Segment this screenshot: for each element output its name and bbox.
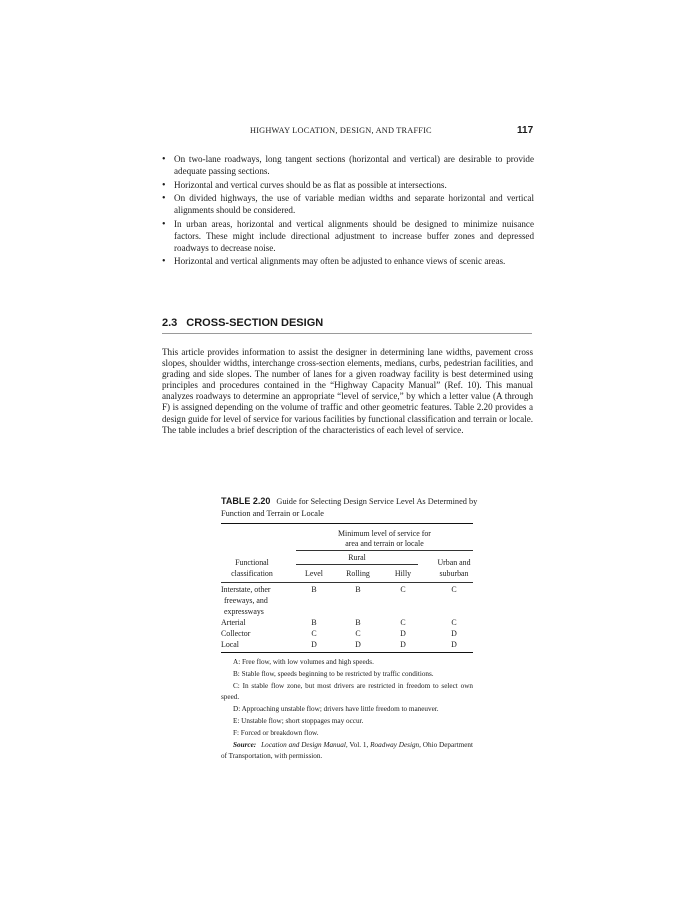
- bullet-item: • Horizontal and vertical curves should be as flat as possible at intersections.: [162, 180, 534, 192]
- source-tail: , Ohio Department of Transportation, with permission.: [221, 740, 473, 761]
- cell-rolling: C: [355, 629, 361, 638]
- rural-rule: [296, 564, 418, 565]
- table-top-rule: [221, 523, 473, 524]
- table-notes: [221, 657, 473, 763]
- row-interstate-name: Interstate, other: [221, 585, 271, 594]
- bullet-list: [162, 154, 534, 270]
- cell-hilly: C: [400, 585, 406, 594]
- source-subtitle: Roadway Design: [370, 740, 420, 749]
- row-interstate-name-cont: freeways, and: [224, 596, 268, 605]
- bullet-item: • On two-lane roadways, long tangent sections (horizontal and vertical) are desirable to provide adequate passing sections.: [162, 154, 534, 178]
- urban-header-line1: Urban and: [437, 558, 471, 567]
- section-number: 2.3: [162, 317, 178, 329]
- source-label: Source:: [233, 740, 257, 749]
- source-mid: , Vol. 1,: [345, 740, 371, 749]
- spanner-header-line2: area and terrain or locale: [345, 539, 424, 548]
- cell-level: D: [311, 640, 317, 649]
- section-title: CROSS-SECTION DESIGN: [186, 317, 324, 329]
- cell-rolling: B: [355, 585, 361, 594]
- spanner-rule: [296, 550, 473, 551]
- note-e: E: Unstable flow; short stoppages may occur.: [233, 716, 364, 725]
- cell-level: B: [311, 618, 317, 627]
- cell-hilly: C: [400, 618, 406, 627]
- section-paragraph: This article provides information to assist the designer in determining lane widths, pavement cross slopes, shoulder widths, interchange cross-section elements, medians, curbs, pedestrian facilities, and grading and side slopes. The number of lanes for a given roadway facility is best determined using principles and procedures contained in the “Highway Capacity Manual” (Ref. 10). This manual analyzes roadways to determine an appropriate “level of service,” by which a letter value (A through F) is assigned depending on the volume of traffic and other geometric features. Table 2.20 provides a design guide for level of service for various facilities by functional classification and terrain or locale. The table includes a brief description of the characteristics of each level of service.: [162, 347, 533, 435]
- column-header-level: Level: [305, 569, 323, 578]
- section-heading: [162, 317, 323, 329]
- source-title: Location and Design Manual: [261, 740, 346, 749]
- urban-header-line2: suburban: [439, 569, 469, 578]
- cell-hilly: D: [400, 640, 406, 649]
- bullet-item: • In urban areas, horizontal and vertical alignments should be designed to minimize nuisance factors. These might include directional adjustment to increase buffer zones and depressed roadways to decrease noise.: [162, 219, 534, 254]
- row-arterial-name: Arterial: [221, 618, 246, 627]
- header-bottom-rule: [221, 582, 473, 583]
- cell-hilly: D: [400, 629, 406, 638]
- row-interstate-name-cont: expressways: [224, 607, 264, 616]
- table-bottom-rule: [221, 652, 473, 653]
- cell-level: C: [311, 629, 317, 638]
- table-source: [221, 740, 473, 764]
- note-b: B: Stable flow, speeds beginning to be restricted by traffic conditions.: [233, 669, 434, 678]
- row-collector-name: Collector: [221, 629, 251, 638]
- spanner-header-line1: Minimum level of service for: [338, 529, 431, 538]
- running-title: HIGHWAY LOCATION, DESIGN, AND TRAFFIC: [250, 126, 432, 135]
- bullet-item: • Horizontal and vertical alignments may often be adjusted to enhance views of scenic areas.: [162, 256, 534, 268]
- column-header-hilly: Hilly: [394, 569, 412, 578]
- cell-urban: C: [451, 618, 457, 627]
- table-caption: [221, 496, 481, 519]
- note-c: C: In stable flow zone, but most drivers are restricted in freedom to select own speed.: [221, 681, 473, 702]
- cell-level: B: [311, 585, 317, 594]
- cell-urban: C: [451, 585, 457, 594]
- cell-rolling: D: [355, 640, 361, 649]
- section-divider: [162, 333, 532, 334]
- note-a: A: Free flow, with low volumes and high speeds.: [233, 658, 374, 666]
- note-f: F: Forced or breakdown flow.: [233, 728, 319, 737]
- table-caption-text: Guide for Selecting Design Service Level As Determined by Function and Terrain or Locale: [221, 497, 478, 518]
- stub-header-line1: Functional: [235, 558, 269, 567]
- bullet-item: • On divided highways, the use of variable median widths and separate horizontal and vertical alignments should be considered.: [162, 193, 534, 217]
- column-header-rolling: Rolling: [346, 569, 370, 578]
- stub-header-line2: classification: [231, 569, 273, 578]
- row-local-name: Local: [221, 640, 239, 649]
- cell-urban: D: [451, 640, 457, 649]
- rural-header: Rural: [348, 553, 366, 562]
- note-d: D: Approaching unstable flow; drivers have little freedom to maneuver.: [233, 705, 439, 714]
- table-label: TABLE 2.20: [221, 496, 271, 506]
- page-number: 117: [517, 125, 534, 136]
- cell-rolling: B: [355, 618, 361, 627]
- cell-urban: D: [451, 629, 457, 638]
